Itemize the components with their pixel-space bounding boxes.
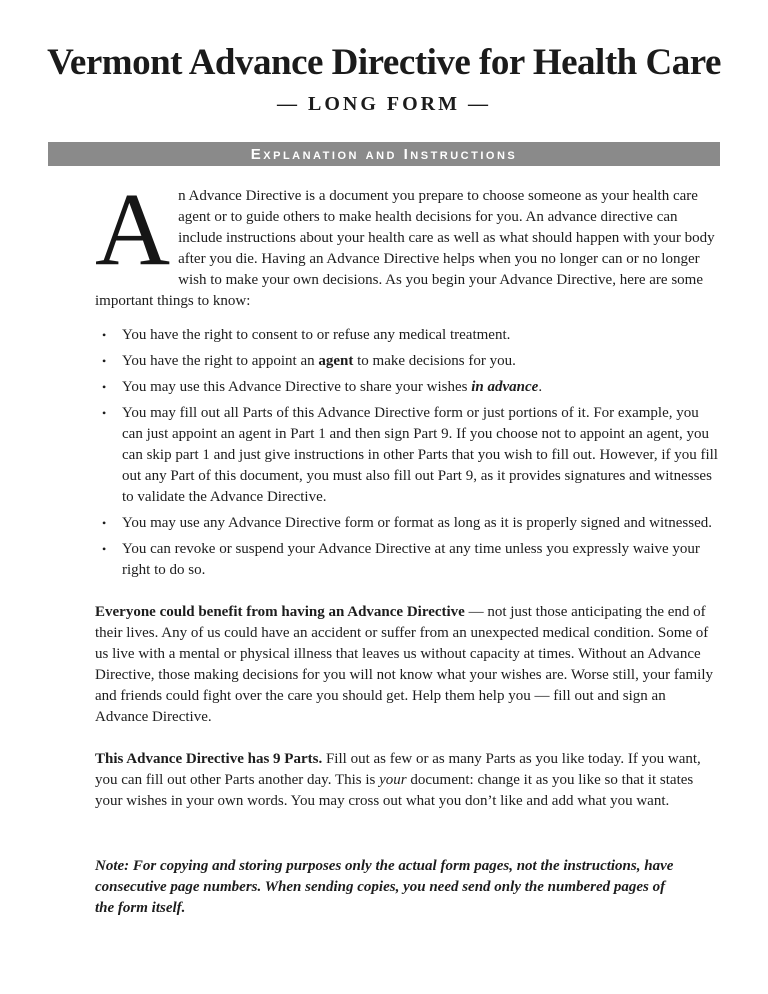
- page-subtitle: — LONG FORM —: [277, 93, 491, 115]
- page-title: Vermont Advance Directive for Health Care: [47, 42, 721, 83]
- bullet-item: [95, 539, 720, 581]
- bullet-text: You may use any Advance Directive form or format as long as it is properly signed and witnessed.: [122, 515, 713, 531]
- bullet-text: You may fill out all Parts of this Advance Directive form or just portions of it. For example, you can just appoint an agent in Part 1 and then sign Part 9. If you choose not to appoint an agent, you can skip part 1 and just give instructions in other Parts that you wish to fill out. However, if you fill out any Part of this document, you must also fill out Part 9, as it provides signatures and witnesses to validate the Advance Directive.: [122, 405, 718, 505]
- bullet-icon: •: [102, 380, 107, 394]
- note-paragraph: Note: For copying and storing purposes only the actual form pages, not the instructions, have consecutive page numbers. When sending copies, you need send only the numbered pages of the form itself.: [95, 858, 674, 916]
- bullet-icon: •: [102, 516, 107, 530]
- bullet-icon: •: [102, 354, 107, 368]
- bullet-item: [95, 513, 720, 534]
- bullet-item: [95, 377, 720, 398]
- section-banner: [48, 142, 720, 166]
- bullet-icon: •: [102, 328, 107, 342]
- paragraph-nine-parts: This Advance Directive has 9 Parts. Fill out as few or as many Parts as you like today. If you want, you can fill out other Parts another day. This is your document: change it as you like so that it states your wishes in your own words. You may cross out what you don’t like and add what you want.: [95, 751, 701, 809]
- bullet-item: [95, 351, 720, 372]
- paragraph-everyone-benefit: Everyone could benefit from having an Advance Directive — not just those anticipating the end of their lives. Any of us could have an accident or suffer from an unexpected medical condition. Some of us live with a mental or physical illness that leaves us without capacity at times. Without an Advance Directive, those making decisions for you will not know what your wishes are. Worse still, your family and friends could fight over the care you should get. Help them help you — fill out and sign an Advance Directive.: [95, 604, 713, 725]
- bullet-text: You may use this Advance Directive to share your wishes in advance.: [122, 379, 543, 395]
- bullet-item: [95, 325, 720, 346]
- bullet-list: [95, 325, 720, 581]
- bullet-text: You can revoke or suspend your Advance Directive at any time unless you expressly waive your right to do so.: [122, 541, 700, 578]
- bullet-text: You have the right to consent to or refuse any medical treatment.: [122, 327, 511, 343]
- section-banner-label: Explanation and Instructions: [250, 145, 518, 163]
- bullet-text: You have the right to appoint an agent to make decisions for you.: [122, 353, 516, 369]
- intro-paragraph: [95, 172, 720, 312]
- dropcap-letter: A: [95, 172, 171, 287]
- bullet-icon: •: [102, 406, 107, 420]
- document-body: [95, 172, 720, 919]
- intro-text: n Advance Directive is a document you prepare to choose someone as your health care agent or to guide others to make health decisions for you. An advance directive can include instructions about your health care as well as what should happen with your body after you die. Having an Advance Directive helps when you no longer can or no longer wish to make your own decisions. As you begin your Advance Directive, here are some important things to know:: [95, 188, 715, 309]
- bullet-icon: •: [102, 542, 107, 556]
- bullet-item: [95, 403, 720, 508]
